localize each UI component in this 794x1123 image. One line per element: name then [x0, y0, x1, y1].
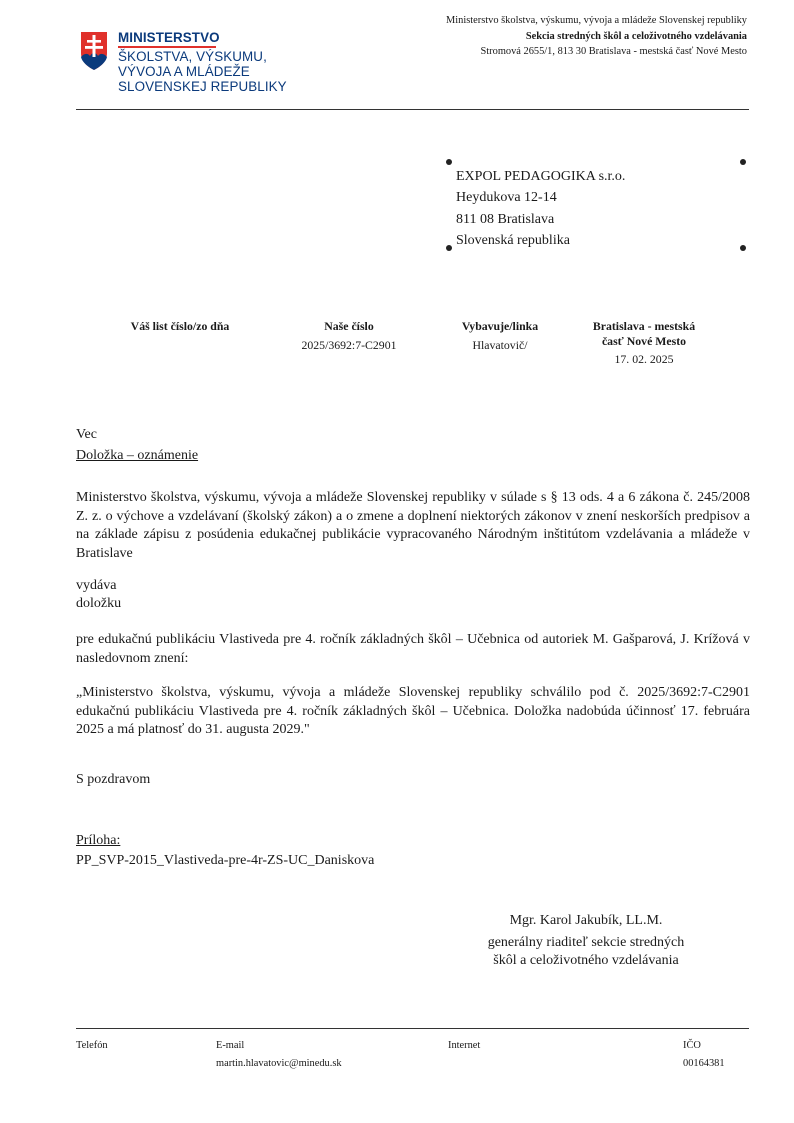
- signatory-title-1: generálny riaditeľ sekcie stredných: [487, 934, 685, 950]
- address-corner-bottom-left: [446, 245, 452, 251]
- ref-handler-value: Hlavatovič/: [472, 337, 528, 352]
- footer-internet: [448, 1037, 480, 1055]
- recipient-country: Slovenská republika: [456, 233, 570, 249]
- ref-place-label-2: časť Nové Mesto: [601, 333, 687, 348]
- footer-phone-label: Telefón: [76, 1040, 108, 1051]
- sender-address: Stromová 2655/1, 813 30 Bratislava - mestská časť Nové Mesto: [480, 46, 747, 58]
- sender-section: Sekcia stredných škôl a celoživotného vzdelávania: [525, 30, 747, 42]
- address-corner-top-left: [446, 159, 452, 165]
- paragraph-legal-basis: Ministerstvo školstva, výskumu, vývoja a mládeže Slovenskej republiky v súlade s § 13 ods. 4 a 6 zákona č. 245/2008 Z. z. o výchove a vzdelávaní (školský zákon) a o zmene a doplnení niektorých zákonov v znení neskorších predpisov a na základe zápisu z posúdenia edukačnej publikácie vypracovaného Národným inštitútom vzdelávania a mládeže v Bratislave: [76, 490, 750, 561]
- subject-title: Doložka – oznámenie: [76, 448, 199, 463]
- ref-place-date: [574, 319, 714, 367]
- recipient-address: [456, 166, 625, 252]
- logo-text: [118, 30, 287, 94]
- ref-your-letter: [110, 319, 250, 338]
- attachment-label: Príloha:: [76, 833, 121, 848]
- slovak-coat-of-arms-icon: [80, 31, 108, 71]
- signatory-name: Mgr. Karol Jakubík, LL.M.: [509, 913, 663, 928]
- footer-email: [216, 1037, 342, 1073]
- ref-place-label-1: Bratislava - mestská: [592, 319, 696, 333]
- ref-our-number-value: 2025/3692:7-C2901: [301, 337, 397, 352]
- footer-divider: [76, 1028, 749, 1029]
- logo-line-2: ŠKOLSTVA, VÝSKUMU,: [118, 48, 267, 64]
- recipient-city: 811 08 Bratislava: [456, 211, 555, 227]
- ref-handler-label: Vybavuje/linka: [461, 319, 539, 333]
- issues-line: vydáva: [76, 578, 117, 593]
- closing-greeting: S pozdravom: [76, 772, 151, 787]
- paragraph-publication: pre edukačnú publikáciu Vlastiveda pre 4. ročník základných škôl – Učebnica od autoriek M. Gašparová, J. Krížová v nasledovnom znení:: [76, 632, 750, 666]
- ref-date: 17. 02. 2025: [614, 352, 674, 366]
- address-corner-bottom-right: [740, 245, 746, 251]
- signatory-title-2: škôl a celoživotného vzdelávania: [493, 953, 679, 969]
- footer-internet-label: Internet: [448, 1040, 481, 1051]
- footer-phone: [76, 1037, 108, 1055]
- signature-block: [456, 912, 716, 971]
- ministry-logo: [80, 30, 287, 95]
- logo-line-4: SLOVENSKEJ REPUBLIKY: [118, 79, 287, 95]
- ref-our-number: [279, 319, 419, 352]
- recipient-name: EXPOL PEDAGOGIKA s.r.o.: [456, 169, 626, 184]
- clause-line: doložku: [76, 596, 122, 611]
- footer-email-value: martin.hlavatovic@minedu.sk: [216, 1058, 342, 1069]
- logo-red-rule: [118, 46, 216, 48]
- logo-line-1: MINISTERSTVO: [118, 30, 220, 45]
- ref-your-letter-label: Váš list číslo/zo dňa: [130, 319, 230, 333]
- recipient-street: Heydukova 12-14: [456, 190, 557, 206]
- header-divider: [76, 109, 749, 110]
- footer-ico-label: IČO: [683, 1040, 701, 1051]
- ref-our-number-label: Naše číslo: [324, 319, 374, 333]
- footer-email-label: E-mail: [216, 1040, 245, 1051]
- subject-label: Vec: [76, 427, 97, 442]
- sender-ministry: Ministerstvo školstva, výskumu, vývoja a mládeže Slovenskej republiky: [446, 15, 747, 26]
- footer-ico-value: 00164381: [683, 1058, 725, 1069]
- footer-ico: [683, 1037, 725, 1073]
- sender-header: [446, 13, 747, 60]
- paragraph-quote: „Ministerstvo školstva, výskumu, vývoja a mládeže Slovenskej republiky schválilo pod č. 2025/3692:7-C2901 edukačnú publikáciu Vlastiveda pre 4. ročník základných škôl – Učebnica. Doložka nadobúda účinnosť 17. februára 2025 a má platnosť do 31. augusta 2029.": [76, 685, 750, 738]
- address-corner-top-right: [740, 159, 746, 165]
- ref-handler: [430, 319, 570, 352]
- attachment-filename: PP_SVP-2015_Vlastiveda-pre-4r-ZS-UC_Daniskova: [76, 853, 375, 868]
- logo-line-3: VÝVOJA A MLÁDEŽE: [118, 64, 250, 79]
